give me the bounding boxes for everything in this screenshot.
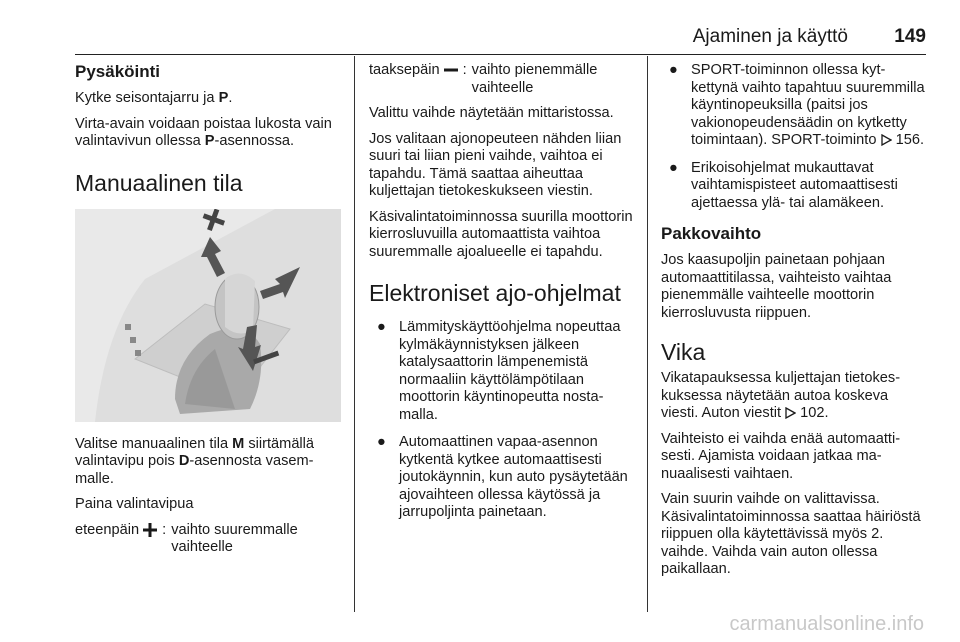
definition-backward: taaksepäin : vaihto pienemmälle vaihteelle <box>369 62 635 97</box>
header-rule <box>75 54 926 55</box>
paragraph: Käsivalintatoiminnossa suurilla moottorin kierrosluvuilla automaattista vaihtoa suuremmalle ajoalueelle ei tapahdu. <box>369 208 633 260</box>
paragraph: Vaihteisto ei vaihda enää automaattisesti. Ajamista voidaan jatkaa manuaalisesti vaihtaen. <box>661 430 901 482</box>
definition-term: eteenpäin <box>75 522 157 557</box>
paragraph: Valittu vaihde näytetään mittaristossa. <box>369 105 614 121</box>
bullet-list <box>369 319 635 522</box>
heading-fault: Vika <box>661 339 706 365</box>
minus-icon <box>444 63 458 77</box>
gear-lever-illustration <box>75 209 341 422</box>
column-divider <box>354 56 355 612</box>
column-1 <box>75 62 347 565</box>
list-item: ● Automaattinen vapaa-asennon kytkentä kytkee automaattisesti joutokäynnin, kun auto pysäytetään ajovaihteen ollessa käytössä ja jarrupoljinta painetaan. <box>377 434 628 520</box>
definition-desc: vaihto suuremmalle vaihteelle <box>171 521 298 555</box>
bullet-list <box>661 62 927 212</box>
paragraph: Valitse manuaalinen tila M siirtämällä valintavipu pois D-asennosta vasemmalle. <box>75 435 315 487</box>
heading-manual-mode: Manuaalinen tila <box>75 169 243 196</box>
page-header <box>0 0 960 56</box>
header-title: Ajaminen ja käyttö <box>692 26 848 47</box>
page-number: 149 <box>894 26 926 47</box>
column-2 <box>369 62 635 532</box>
definition-desc: vaihto pienemmälle vaihteelle <box>471 62 598 96</box>
page-reference[interactable]: 102. <box>800 405 829 421</box>
heading-parking: Pysäköinti <box>75 62 161 81</box>
paragraph: Jos kaasupoljin painetaan pohjaan automaattitilassa, vaihteisto vaihtaa pienemmälle vaihteelle moottorin kierrosluvusta riippuen. <box>661 252 892 321</box>
plus-icon <box>143 523 157 537</box>
paragraph: Vikatapauksessa kuljettajan tietokeskuksessa näytetään autoa koskeva viesti. Auton viestit 102. <box>661 370 901 421</box>
column-divider <box>647 56 648 612</box>
definition-forward: eteenpäin : vaihto suuremmalle vaihteelle <box>75 522 347 557</box>
list-item: ● SPORT-toiminnon ollessa kytkettynä vaihto tapahtuu suuremmilla käyntinopeuksilla (paitsi jos vakionopeudensäädin on kytketty toimintaan). SPORT-toiminto 156. <box>669 62 925 148</box>
paragraph: Virta-avain voidaan poistaa lukosta vain valintavivun ollessa P-asennossa. <box>75 115 332 149</box>
heading-electronic-programs: Elektroniset ajo-ohjelmat <box>369 280 621 306</box>
definition-term: taaksepäin <box>369 62 458 97</box>
paragraph: Kytke seisontajarru ja P. <box>75 90 233 106</box>
paragraph: Vain suurin vaihde on valittavissa. Käsivalintatoiminnossa saattaa häiriöstä riippuen olla käytettävissä myös 2. vaihde. Vaihda vain auton ollessa paikallaan. <box>661 491 921 577</box>
page-reference-icon <box>881 134 892 146</box>
column-3 <box>661 62 927 587</box>
list-item: ● Lämmityskäyttöohjelma nopeuttaa kylmäkäynnistyksen jälkeen katalysaattorin lämpenemistä normaaliin käyttölämpötilaan moottorin käyntinopeutta nostamalla. <box>377 319 621 423</box>
page-reference[interactable]: 156. <box>895 132 924 148</box>
watermark: carmanualsonline.info <box>729 613 924 635</box>
gear-lever-drawing <box>75 209 341 422</box>
list-item: ● Erikoisohjelmat mukauttavat vaihtamispisteet automaattisesti ajettaessa ylä- tai alamäkeen. <box>669 159 898 211</box>
page-reference-icon <box>785 407 796 419</box>
heading-kickdown: Pakkovaihto <box>661 224 762 243</box>
paragraph: Paina valintavipua <box>75 496 194 512</box>
paragraph: Jos valitaan ajonopeuteen nähden liian suuri tai liian pieni vaihde, vaihtoa ei tapahdu. Tämä saattaa aiheuttaa kuljettajan tietokeskukseen viestin. <box>369 130 622 199</box>
